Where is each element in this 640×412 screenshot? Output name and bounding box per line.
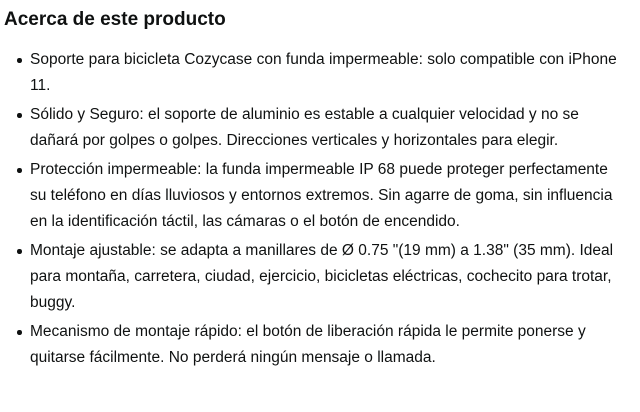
feature-bullet-item [4,157,624,235]
feature-bullet-text: Sólido y Seguro: el soporte de aluminio es estable a cualquier velocidad y no se dañará por golpes o golpes. Direcciones verticales y horizontales para elegir. [30,106,579,149]
section-title: Acerca de este producto [4,9,226,30]
bullet-dot-icon [17,168,22,173]
feature-bullet-text: Soporte para bicicleta Cozycase con funda impermeable: solo compatible con iPhone 11. [30,51,617,94]
bullet-dot-icon [17,330,22,335]
bullet-dot-icon [17,249,22,254]
feature-bullet-item [4,47,624,99]
feature-bullet-text: Mecanismo de montaje rápido: el botón de liberación rápida le permite ponerse y quitarse fácilmente. No perderá ningún mensaje o llamada. [30,323,586,366]
feature-bullet-item [4,319,624,371]
feature-bullet-text: Protección impermeable: la funda impermeable IP 68 puede proteger perfectamente su teléfono en días lluviosos y entornos extremos. Sin agarre de goma, sin influencia en la identificación táctil, las cámaras o el botón de encendido. [30,161,613,230]
feature-bullet-item [4,102,624,154]
bullet-dot-icon [17,58,22,63]
feature-bullet-item [4,238,624,316]
feature-bullet-text: Montaje ajustable: se adapta a manillares de Ø 0.75 "(19 mm) a 1.38" (35 mm). Ideal para montaña, carretera, ciudad, ejercicio, bicicletas eléctricas, cochecito para trotar, buggy. [30,242,614,311]
feature-bullets-list [4,47,624,371]
bullet-dot-icon [17,113,22,118]
